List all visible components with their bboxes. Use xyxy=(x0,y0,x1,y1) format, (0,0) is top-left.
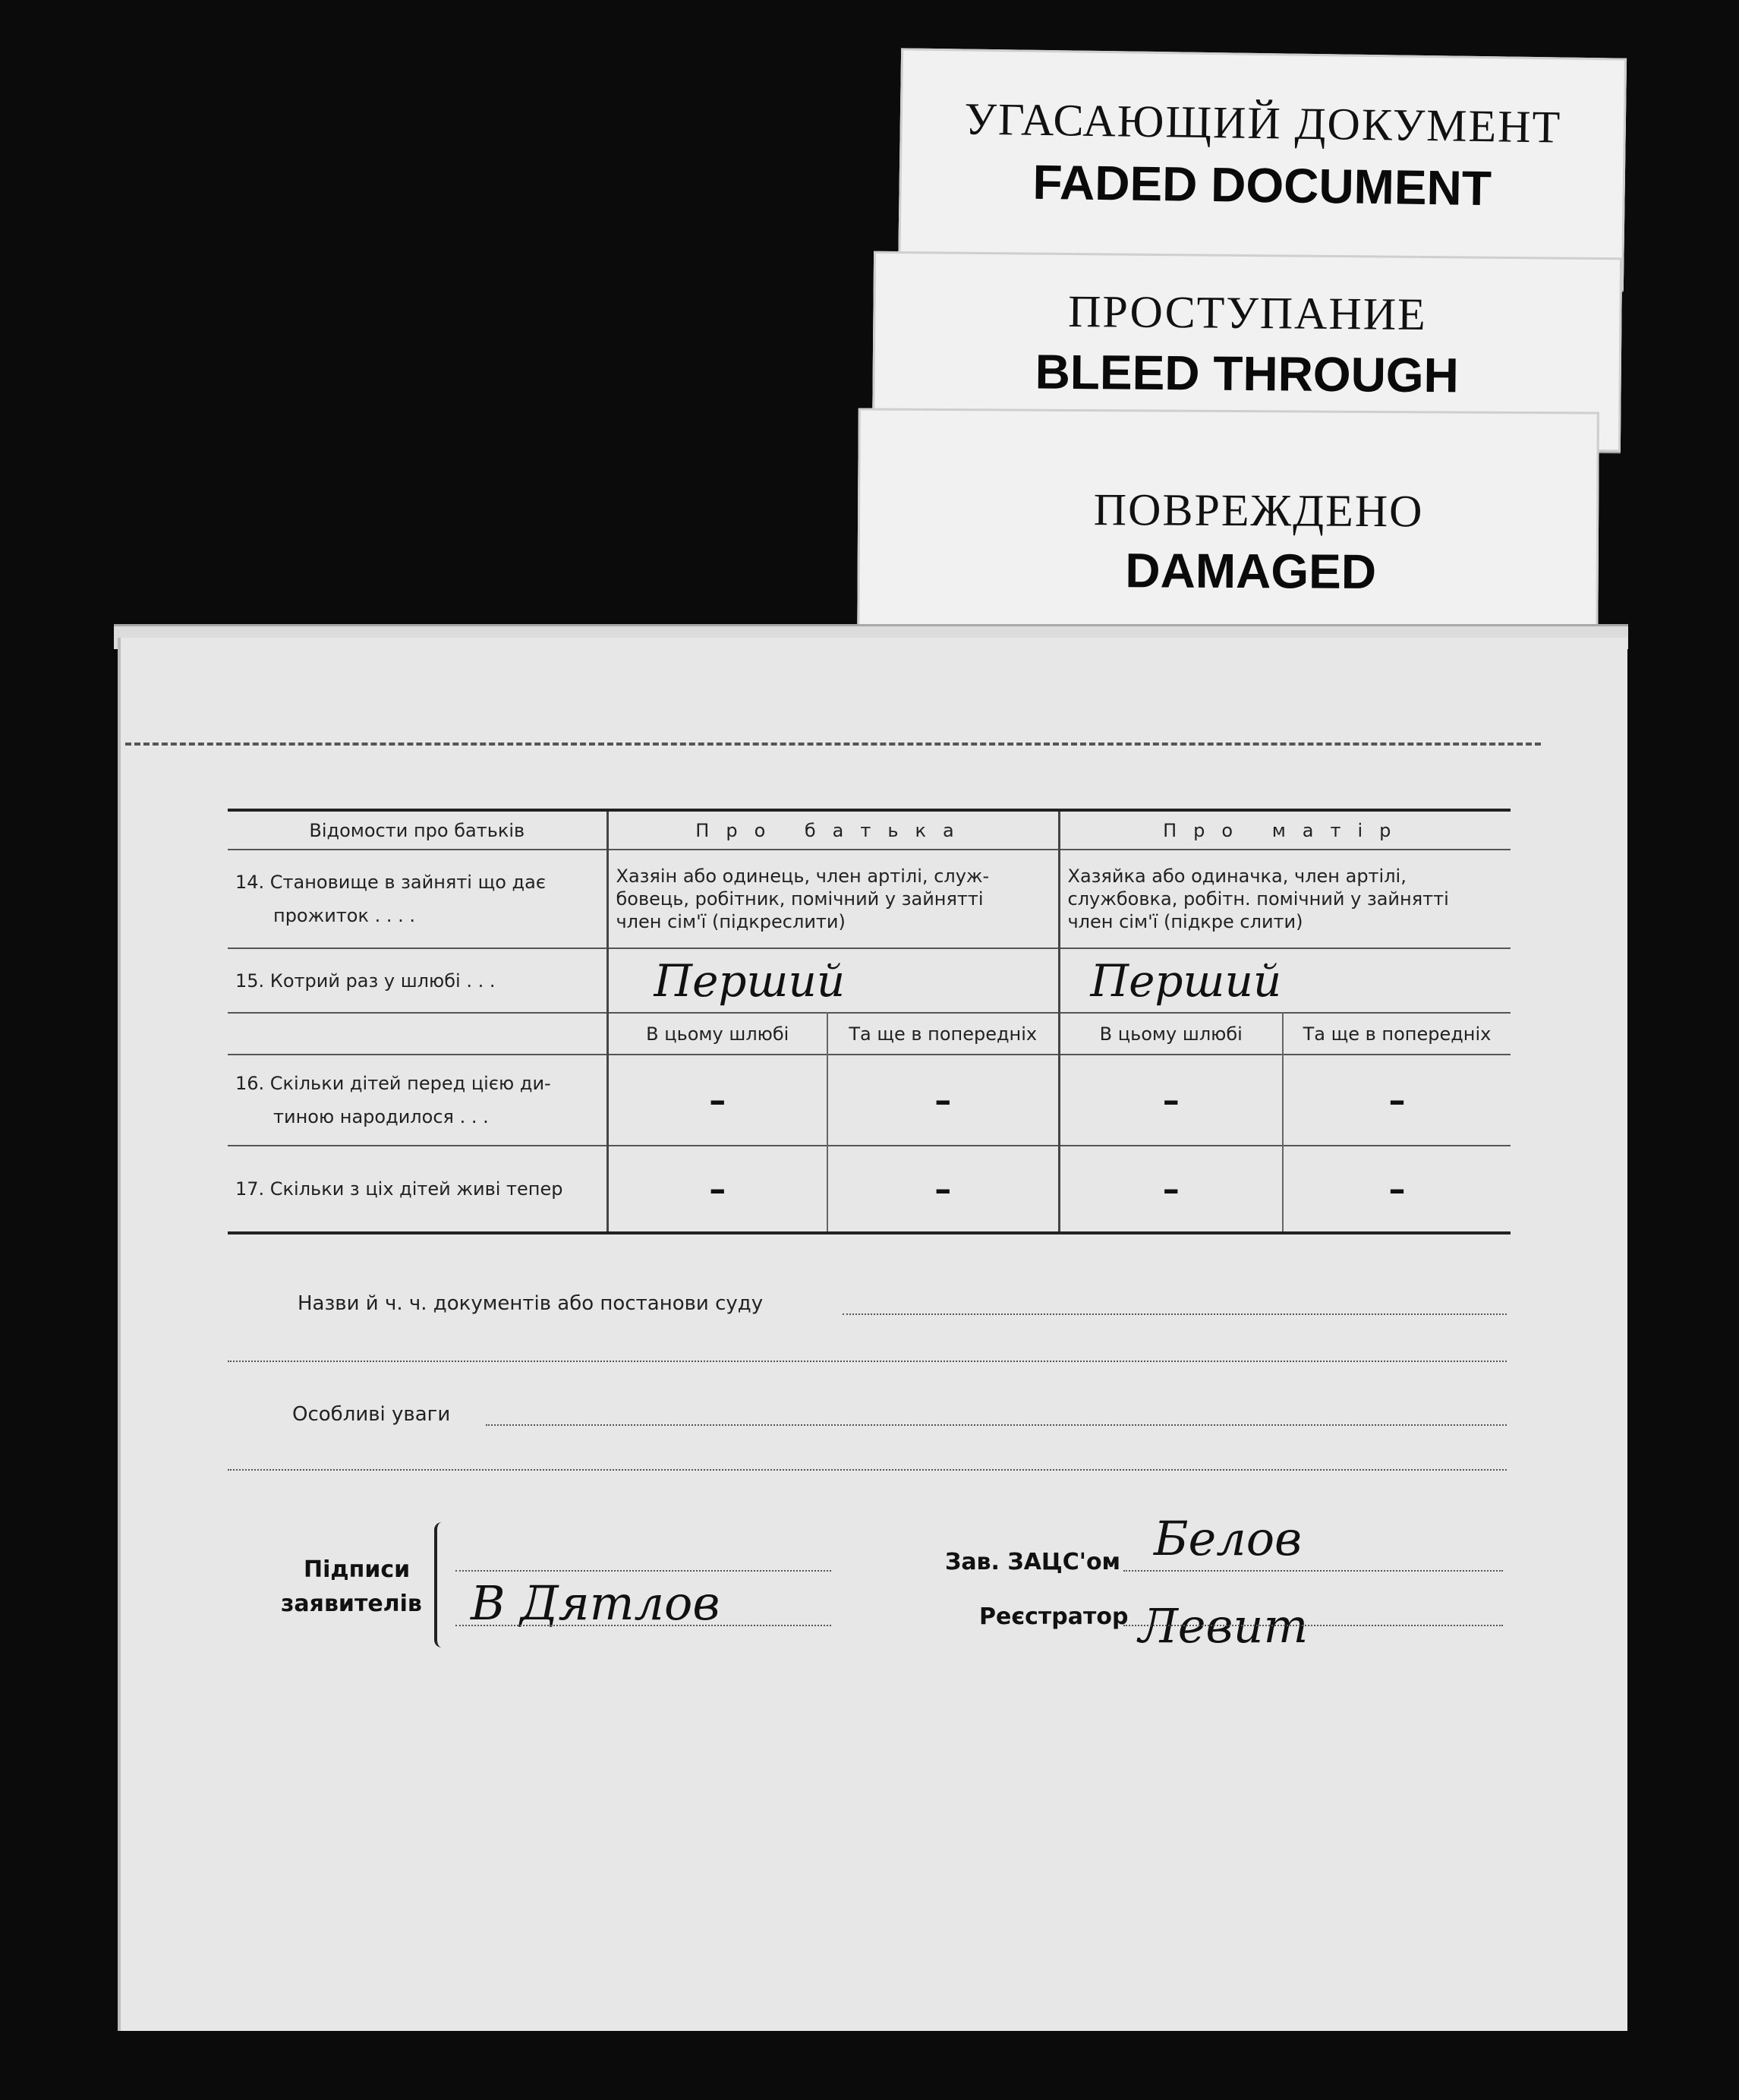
q17-mother-prev: – xyxy=(1283,1146,1511,1233)
q17-mother-this: – xyxy=(1059,1146,1283,1233)
q17-label: 17. Скільки з ціх дітей живі тепер xyxy=(235,1178,563,1200)
header-father: Про батька xyxy=(607,810,1059,850)
q16-mother-prev: – xyxy=(1283,1055,1511,1146)
registrar-line xyxy=(1123,1625,1503,1626)
q17-father-this: – xyxy=(607,1146,827,1233)
applicant-signature: В Дятлов xyxy=(471,1575,720,1631)
subheader-mother-this: В цьому шлюбі xyxy=(1059,1013,1283,1055)
q15-label: 15. Котрий раз у шлюбі . . . xyxy=(235,970,496,992)
faded-document-en: FADED DOCUMENT xyxy=(1032,154,1492,216)
q15-mother-value: Перший xyxy=(1059,948,1511,1013)
applicants-label-2: заявителів xyxy=(281,1591,422,1617)
notes-line-1 xyxy=(486,1424,1507,1426)
registrar-signature: Левит xyxy=(1139,1598,1309,1654)
subheader-father-this: В цьому шлюбі xyxy=(607,1013,827,1055)
applicants-brace xyxy=(434,1522,448,1648)
documents-label: Назви й ч. ч. документів або постанови суду xyxy=(298,1292,764,1315)
parents-info-table xyxy=(228,809,1511,1234)
applicants-label-1: Підписи xyxy=(304,1556,411,1583)
q16-father-prev: – xyxy=(827,1055,1059,1146)
faded-document-ru: УГАСАЮЩИЙ ДОКУМЕНТ xyxy=(964,93,1562,153)
documents-line-2 xyxy=(228,1361,1507,1362)
perforation-line xyxy=(125,743,1541,746)
header-mother: Про матір xyxy=(1059,810,1511,850)
subheader-mother-prev: Та ще в попередніх xyxy=(1283,1013,1511,1055)
documents-line-1 xyxy=(843,1313,1507,1315)
damaged-label xyxy=(857,408,1599,651)
q14-label: 14. Становище в зайняті що дає прожиток . . . . xyxy=(235,872,546,926)
q16-father-this: – xyxy=(607,1055,827,1146)
notes-label: Особливі уваги xyxy=(292,1403,451,1426)
q14-mother-options: Хазяйка або одиначка, член артілі, службовка, робітн. помічний у зайнятті член сім'ї (підкре слити) xyxy=(1059,850,1511,948)
q17-father-prev: – xyxy=(827,1146,1059,1233)
notes-line-2 xyxy=(228,1469,1507,1471)
subheader-father-prev: Та ще в попередніх xyxy=(827,1013,1059,1055)
q16-mother-this: – xyxy=(1059,1055,1283,1146)
q14-father-options: Хазяін або одинець, член артілі, служ- бовець, робітник, помічний у зайнятті член сім'ї (підкреслити) xyxy=(607,850,1059,948)
registrar-label: Реєстратор xyxy=(979,1603,1129,1630)
head-line xyxy=(1123,1570,1503,1572)
damaged-ru: ПОВРЕЖДЕНО xyxy=(1093,484,1424,537)
q16-label: 16. Скільки дітей перед цією ди- тиною народилося . . . xyxy=(235,1073,551,1127)
applicant-line-1 xyxy=(455,1570,831,1572)
head-label: Зав. ЗАЦС'ом xyxy=(945,1549,1121,1575)
applicant-line-2 xyxy=(455,1625,831,1626)
head-signature: Белов xyxy=(1154,1511,1303,1566)
q15-father-value: Перший xyxy=(607,948,1059,1013)
header-parents-info: Відомости про батьків xyxy=(309,819,525,841)
bleed-through-en: BLEED THROUGH xyxy=(1035,344,1460,403)
bleed-through-ru: ПРОСТУПАНИЕ xyxy=(1067,285,1428,340)
damaged-en: DAMAGED xyxy=(1125,543,1377,600)
